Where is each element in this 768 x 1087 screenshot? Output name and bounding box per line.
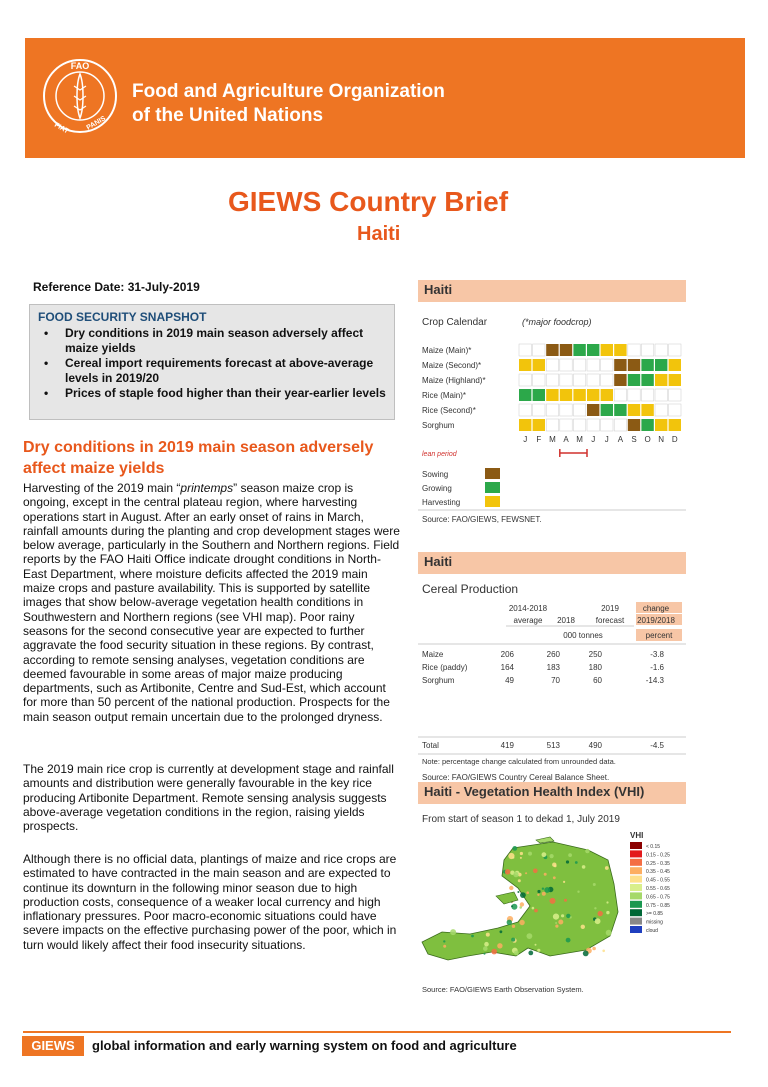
table-row-value: 180 [588, 663, 602, 672]
calendar-note: (*major foodcrop) [522, 317, 592, 327]
month-label: A [563, 435, 569, 444]
calendar-cell [546, 359, 558, 371]
calendar-cell [546, 374, 558, 386]
month-label: J [591, 435, 596, 444]
calendar-cell [669, 419, 681, 431]
calendar-cell [560, 389, 572, 401]
calendar-source: Source: FAO/GIEWS, FEWSNET. [422, 515, 542, 524]
vhi-pixel [594, 907, 596, 909]
calendar-cell [655, 389, 667, 401]
vhi-legend-label: 0.35 - 0.45 [646, 869, 670, 876]
crop-label: Maize (Second)* [422, 361, 482, 370]
vhi-legend-swatch [630, 850, 642, 857]
vhi-pixel [582, 865, 586, 869]
calendar-cell [533, 344, 545, 356]
table-row-value: 60 [593, 676, 602, 685]
month-label: J [523, 435, 528, 444]
vhi-pixel [606, 911, 609, 914]
paragraph-italic: printemps [180, 481, 234, 495]
calendar-cell [587, 389, 599, 401]
calendar-cell [560, 419, 572, 431]
calendar-cell [519, 374, 531, 386]
calendar-cell [655, 404, 667, 416]
vhi-pixel [537, 894, 539, 896]
fao-logo-icon [40, 56, 120, 136]
legend-swatch [485, 496, 500, 507]
calendar-cell [601, 359, 613, 371]
cereal-production-header: Haiti [418, 552, 686, 574]
svg-text:FAO: FAO [70, 61, 90, 71]
reference-date: Reference Date: 31-July-2019 [33, 280, 200, 294]
calendar-cell [587, 404, 599, 416]
calendar-cell [669, 359, 681, 371]
calendar-cell [533, 419, 545, 431]
section-heading: Dry conditions in 2019 main season adversely affect maize yields [23, 439, 374, 477]
crop-label: Maize (Highland)* [422, 376, 486, 385]
vhi-pixel [483, 946, 488, 951]
calendar-cell [546, 419, 558, 431]
legend-swatch [485, 468, 500, 479]
vhi-subtitle: From start of season 1 to dekad 1, July 2019 [422, 814, 620, 825]
calendar-cell [587, 344, 599, 356]
calendar-cell [573, 374, 585, 386]
vhi-pixel [520, 852, 523, 855]
calendar-cell [669, 374, 681, 386]
calendar-cell [614, 359, 626, 371]
vhi-legend-label: < 0.15 [646, 844, 661, 850]
vhi-legend-swatch [630, 892, 642, 899]
calendar-cell [641, 419, 653, 431]
calendar-cell [546, 344, 558, 356]
food-security-snapshot [29, 304, 395, 420]
organization-name [132, 80, 445, 128]
calendar-cell [519, 404, 531, 416]
column-header: average [513, 616, 543, 625]
cereal-subtitle: Cereal Production [422, 582, 519, 596]
paragraph-text: ” season maize crop is ongoing, except in the central plateau region, where harvesting operations start in August. After an early onset of rains in March, rainfall amounts during the planting and crop development stages were below average, particularly in the Southern and Northern regions. Field reports by the FAO Haiti Office indicate drought conditions in North-East Department, where moisture deficits affected the 2019 main maize crops and pasture availability. This is supported by satellite images that show below-average vegetation health conditions in Southwestern and Northern regions (see VHI map). Poor rainy seasons for the second consecutive year are expected to further aggravate the food security situation in these regions. By contrast, according to remote sensing analyses, vegetation conditions are deemed favourable in some areas of major maize producing departments, such as Artibonite, Centre and Sud-Est, which account for more than 50 percent of the national production. Prospects for the main season output remain uncertain due to the prolonged dryness. [23, 481, 400, 724]
calendar-cell [560, 344, 572, 356]
calendar-cell [669, 344, 681, 356]
calendar-cell [573, 389, 585, 401]
vhi-pixel [575, 861, 578, 864]
table-row-value: 164 [500, 663, 514, 672]
vhi-pixel [553, 914, 559, 920]
vhi-pixel [555, 925, 558, 928]
paragraph-rice: The 2019 main rice crop is currently at development stage and rainfall amounts and distribution were generally favourable in the key rice producing Artibonite Department. Remote sensing analysis suggests above-average vegetation conditions in the region, raising yields prospects. [23, 762, 394, 834]
calendar-cell [628, 344, 640, 356]
vhi-pixel [554, 865, 557, 868]
table-row-value: -1.6 [650, 663, 664, 672]
calendar-cell [587, 419, 599, 431]
vhi-legend-label: 0.25 - 0.35 [646, 860, 670, 867]
vhi-legend-swatch [630, 842, 642, 849]
vhi-pixel [602, 950, 605, 953]
month-label: N [658, 435, 665, 444]
vhi-pixel [558, 920, 563, 925]
vhi-pixel [484, 953, 486, 955]
vhi-pixel [532, 907, 535, 910]
vhi-pixel [595, 918, 601, 924]
vhi-pixel [537, 890, 540, 893]
calendar-cell [573, 344, 585, 356]
calendar-cell [641, 359, 653, 371]
table-row-name: Sorghum [422, 676, 455, 685]
calendar-cell [655, 374, 667, 386]
table-row-name: Maize [422, 650, 444, 659]
snapshot-title: FOOD SECURITY SNAPSHOT [38, 310, 207, 324]
vhi-legend-swatch [630, 901, 642, 908]
crop-calendar-panel [418, 280, 686, 530]
vhi-pixel [542, 892, 546, 896]
vhi-pixel [535, 944, 537, 946]
calendar-cell [573, 419, 585, 431]
table-row-value: 206 [500, 650, 514, 659]
vhi-pixel [585, 849, 589, 853]
vhi-source: Source: FAO/GIEWS Earth Observation System. [422, 985, 584, 994]
vhi-pixel [563, 881, 565, 883]
giews-badge: GIEWS [22, 1036, 84, 1056]
vhi-pixel [583, 951, 589, 957]
document-title: GIEWS Country Brief [228, 186, 509, 217]
table-row-name: Rice (paddy) [422, 663, 468, 672]
calendar-cell [628, 374, 640, 386]
cereal-source: Source: FAO/GIEWS Country Cereal Balance Sheet. [422, 773, 610, 782]
calendar-cell [519, 419, 531, 431]
vhi-pixel [443, 940, 445, 942]
vhi-pixel [519, 920, 524, 925]
vhi-pixel [566, 914, 570, 918]
calendar-cell [560, 359, 572, 371]
vhi-legend-label: >= 0.85 [646, 911, 663, 918]
footer-divider [23, 1031, 731, 1033]
vhi-legend-label: 0.45 - 0.55 [646, 877, 670, 884]
vhi-pixel [566, 938, 571, 943]
paragraph-maize [23, 481, 401, 724]
calendar-cell [601, 389, 613, 401]
table-row-value: -14.3 [645, 676, 664, 685]
vhi-pixel [527, 933, 533, 939]
vhi-pixel [564, 899, 567, 902]
vhi-pixel [486, 933, 490, 937]
calendar-cell [669, 404, 681, 416]
calendar-cell [614, 374, 626, 386]
vhi-pixel [542, 888, 544, 890]
vhi-pixel [566, 860, 569, 863]
vhi-pixel [544, 887, 550, 893]
calendar-cell [533, 404, 545, 416]
month-label: M [576, 435, 583, 444]
vhi-legend-label: 0.65 - 0.75 [646, 894, 670, 901]
vhi-pixel [520, 857, 522, 859]
vhi-pixel [577, 891, 579, 893]
table-row-value: 183 [546, 663, 560, 672]
gonave-island [496, 892, 518, 904]
total-row-value: 490 [588, 741, 602, 750]
calendar-cell [519, 389, 531, 401]
vhi-pixel [509, 886, 513, 890]
calendar-cell [601, 404, 613, 416]
calendar-cell [628, 389, 640, 401]
vhi-pixel [514, 951, 519, 956]
calendar-cell [601, 344, 613, 356]
footer-tagline: global information and early warning system on food and agriculture [92, 1038, 517, 1053]
country-name: Haiti [357, 223, 401, 245]
calendar-cell [655, 419, 667, 431]
vhi-pixel [443, 945, 446, 948]
column-header: 2014-2018 [508, 604, 548, 613]
calendar-cell [573, 359, 585, 371]
legend-swatch [485, 482, 500, 493]
calendar-cell [641, 404, 653, 416]
vhi-pixel [550, 854, 554, 858]
total-row-value: 513 [546, 741, 560, 750]
total-row-value: 419 [500, 741, 514, 750]
vhi-pixel [508, 853, 514, 859]
vhi-pixel [555, 922, 557, 924]
table-row-value: 70 [551, 676, 560, 685]
vhi-pixel [512, 846, 517, 851]
total-row-name: Total [422, 741, 439, 750]
vhi-legend-label: 0.75 - 0.85 [646, 902, 670, 909]
calendar-cell [546, 404, 558, 416]
snapshot-item: • Dry conditions in 2019 main season adversely affect maize yields [38, 326, 386, 356]
vhi-map [418, 804, 686, 997]
vhi-legend-swatch [630, 859, 642, 866]
percent-label: percent [645, 631, 673, 640]
table-row-value: 250 [588, 650, 602, 659]
org-name-line2: of the United Nations [132, 105, 324, 126]
table-row-value: 49 [505, 676, 514, 685]
month-label: S [631, 435, 637, 444]
calendar-cell [628, 359, 640, 371]
unit-label: 000 tonnes [563, 631, 603, 640]
month-label: D [671, 435, 678, 444]
calendar-cell [533, 389, 545, 401]
calendar-cell [614, 404, 626, 416]
calendar-cell [519, 359, 531, 371]
vhi-pixel [450, 929, 456, 935]
vhi-pixel [511, 938, 515, 942]
vhi-legend-label: cloud [646, 928, 658, 934]
vhi-pixel [533, 869, 538, 874]
month-label: O [644, 435, 651, 444]
vhi-pixel [505, 869, 510, 874]
vhi-legend-label: missing [646, 919, 663, 926]
column-header: forecast [595, 616, 625, 625]
snapshot-list [38, 326, 386, 401]
vhi-pixel [525, 872, 527, 874]
cereal-production-panel [418, 552, 686, 782]
month-label: J [604, 435, 609, 444]
calendar-cell [560, 404, 572, 416]
vhi-pixel [491, 949, 497, 955]
vhi-pixel [581, 925, 585, 929]
vhi-pixel [544, 873, 547, 876]
calendar-cell [587, 359, 599, 371]
calendar-cell [587, 374, 599, 386]
calendar-cell [533, 359, 545, 371]
total-row-value: -4.5 [650, 741, 664, 750]
vhi-legend-swatch [630, 918, 642, 925]
vhi-pixel [568, 853, 572, 857]
org-name-line1: Food and Agriculture Organization [132, 81, 445, 102]
vhi-pixel [561, 914, 564, 917]
lean-period-label: lean period [422, 451, 457, 458]
calendar-cell [533, 374, 545, 386]
vhi-pixel [593, 883, 596, 886]
calendar-cell [560, 374, 572, 386]
vhi-pixel [606, 930, 612, 936]
crop-label: Sorghum [422, 421, 455, 430]
calendar-cell [614, 344, 626, 356]
vhi-pixel [511, 905, 513, 907]
calendar-cell [641, 344, 653, 356]
vhi-legend-label: 0.15 - 0.25 [646, 852, 670, 859]
vhi-pixel [606, 901, 608, 903]
calendar-cell [641, 374, 653, 386]
month-label: F [536, 435, 542, 444]
vhi-pixel [534, 909, 538, 913]
crop-calendar-chart [418, 302, 686, 530]
vhi-pixel [553, 876, 556, 879]
calendar-subtitle: Crop Calendar [422, 317, 488, 328]
vhi-legend-label: 0.55 - 0.65 [646, 886, 670, 892]
calendar-cell [641, 389, 653, 401]
vhi-pixel [471, 935, 474, 938]
calendar-cell [546, 389, 558, 401]
legend-label: Growing [422, 484, 452, 493]
vhi-pixel [500, 930, 503, 933]
calendar-cell [628, 404, 640, 416]
calendar-cell [628, 419, 640, 431]
calendar-cell [655, 359, 667, 371]
column-header: change [642, 604, 670, 613]
vhi-pixel [484, 942, 489, 947]
vhi-legend-swatch [630, 909, 642, 916]
vhi-legend-swatch [630, 867, 642, 874]
vhi-pixel [517, 891, 519, 893]
vhi-pixel [537, 949, 540, 952]
vhi-pixel [592, 947, 596, 951]
calendar-cell [614, 389, 626, 401]
haiti-shape [422, 842, 618, 960]
vhi-legend-swatch [630, 876, 642, 883]
vhi-pixel [512, 925, 515, 928]
calendar-cell [614, 419, 626, 431]
snapshot-item: • Cereal import requirements forecast at above-average levels in 2019/20 [38, 356, 386, 386]
vhi-panel [418, 782, 686, 997]
cereal-production-table [418, 574, 686, 767]
vhi-pixel [497, 943, 502, 948]
vhi-pixel [528, 951, 533, 956]
vhi-pixel [507, 920, 512, 925]
vhi-pixel [528, 852, 532, 856]
svg-text:FIAT: FIAT [53, 121, 70, 136]
calendar-cell [519, 344, 531, 356]
table-row-value: -3.8 [650, 650, 664, 659]
vhi-pixel [513, 872, 518, 877]
calendar-cell [601, 374, 613, 386]
column-header: 2019/2018 [637, 616, 675, 625]
column-header: 2018 [557, 616, 575, 625]
column-header: 2019 [601, 604, 619, 613]
vhi-pixel [518, 879, 521, 882]
haiti-map [422, 837, 618, 960]
vhi-pixel [550, 898, 556, 904]
calendar-cell [601, 419, 613, 431]
vhi-pixel [598, 911, 603, 916]
vhi-legend-swatch [630, 926, 642, 933]
vhi-pixel [542, 852, 547, 857]
cereal-note: Note: percentage change calculated from unrounded data. [422, 757, 616, 766]
vhi-pixel [526, 891, 529, 894]
table-row-value: 260 [546, 650, 560, 659]
crop-label: Rice (Second)* [422, 406, 476, 415]
crop-label: Maize (Main)* [422, 346, 472, 355]
month-label: M [549, 435, 556, 444]
paragraph-outlook: Although there is no official data, plantings of maize and rice crops are estimated to have contracted in the main season and are expected to continue its downturn in the following minor season due to high production costs, consequence of a weaker local currency and high inflationary pressures. Poor macro-economic situations could have severe impacts on the effective purchasing power of the poor, which in turn would likely affect their food insecurity situations. [23, 852, 397, 952]
crop-calendar-header: Haiti [418, 280, 686, 302]
calendar-cell [669, 389, 681, 401]
vhi-pixel [605, 866, 609, 870]
vhi-legend-swatch [630, 884, 642, 891]
legend-label: Harvesting [422, 498, 461, 507]
paragraph-text: Harvesting of the 2019 main “ [23, 481, 181, 495]
legend-label: Sowing [422, 470, 449, 479]
vhi-pixel [520, 892, 526, 898]
vhi-legend-title: VHI [630, 831, 644, 840]
vhi-header: Haiti - Vegetation Health Index (VHI) [418, 782, 686, 804]
month-label: A [617, 435, 624, 444]
svg-text:PANIS: PANIS [85, 115, 108, 132]
vhi-pixel [520, 902, 524, 906]
calendar-cell [573, 404, 585, 416]
snapshot-item: • Prices of staple food higher than their year-earlier levels [38, 386, 386, 401]
calendar-cell [655, 344, 667, 356]
crop-label: Rice (Main)* [422, 391, 467, 400]
